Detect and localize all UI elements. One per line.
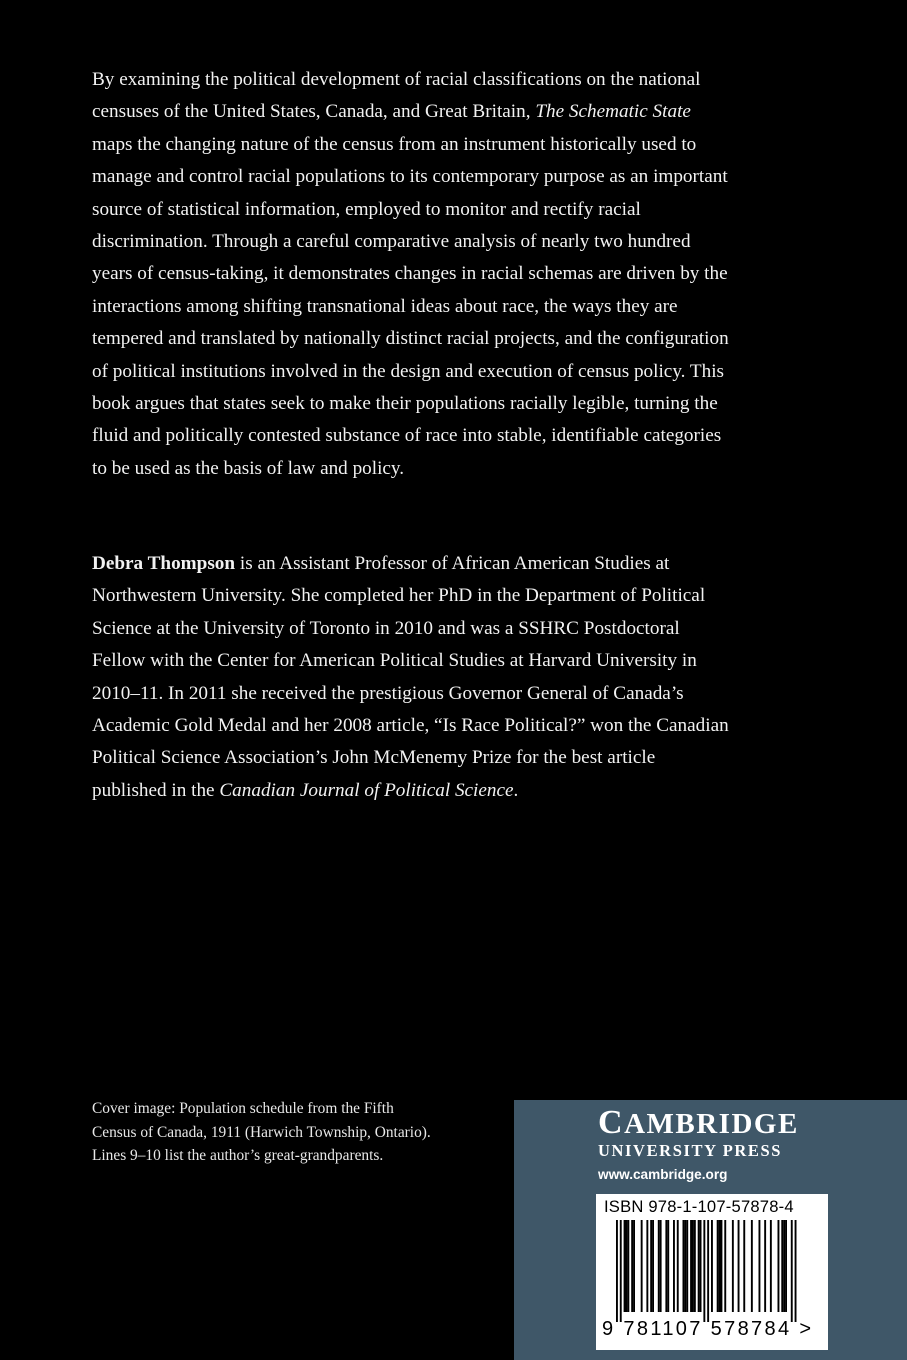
barcode-bar bbox=[781, 1220, 783, 1312]
barcode-bar bbox=[778, 1220, 780, 1312]
publisher-name-rest: AMBRIDGE bbox=[624, 1108, 799, 1140]
barcode-bar bbox=[684, 1220, 686, 1312]
barcode-bar bbox=[626, 1220, 628, 1312]
barcode-bar bbox=[703, 1220, 705, 1322]
isbn-number: ISBN 978-1-107-57878-4 bbox=[604, 1197, 794, 1216]
author-bio-text: is an Assistant Professor of African American Studies at Northwestern University. She completed her PhD in the Department of Political Science at the University of Toronto in 2010 and was a SSHRC Postdoctoral Fellow with the Center for American Political Studies at Harvard University in 2010–11. In 2011 she received the prestigious Governor General of Canada’s Academic Gold Medal and her 2008 article, “Is Race Political?” won the Canadian Political Science Association’s John McMenemy Prize for the best article published in the bbox=[92, 553, 729, 801]
barcode-bar bbox=[717, 1220, 719, 1312]
barcode-bars bbox=[602, 1220, 820, 1322]
barcode-bar bbox=[694, 1220, 696, 1312]
barcode-bar bbox=[673, 1220, 675, 1312]
barcode-bar bbox=[633, 1220, 635, 1312]
author-name: Debra Thompson bbox=[92, 553, 236, 574]
barcode-bar bbox=[690, 1220, 692, 1312]
barcode-bar bbox=[724, 1220, 726, 1312]
barcode-bar bbox=[751, 1220, 753, 1312]
barcode-bar bbox=[770, 1220, 772, 1312]
barcode-bar bbox=[719, 1220, 721, 1312]
publisher-logo-name bbox=[598, 1106, 799, 1141]
barcode-bar bbox=[791, 1220, 793, 1322]
barcode-bar bbox=[650, 1220, 652, 1312]
barcode-bar bbox=[759, 1220, 761, 1312]
barcode-bar bbox=[620, 1220, 622, 1322]
barcode-bar bbox=[683, 1220, 685, 1312]
publisher-panel bbox=[514, 1100, 907, 1360]
barcode-bar bbox=[743, 1220, 745, 1312]
book-description bbox=[92, 64, 732, 485]
barcode-bar bbox=[646, 1220, 648, 1312]
publisher-name-initial: C bbox=[598, 1104, 625, 1141]
barcode-bar bbox=[631, 1220, 633, 1312]
barcode-digits: 9 781107 578784 > bbox=[602, 1318, 814, 1340]
barcode-bar bbox=[652, 1220, 654, 1312]
barcode-label bbox=[596, 1194, 828, 1350]
barcode-bar bbox=[616, 1220, 618, 1322]
barcode-bar bbox=[783, 1220, 785, 1312]
barcode-bar bbox=[677, 1220, 679, 1312]
barcode-bar bbox=[795, 1220, 797, 1322]
bio-end: . bbox=[513, 779, 519, 801]
barcode-bar bbox=[698, 1220, 700, 1312]
book-title: The Schematic State bbox=[535, 101, 691, 123]
barcode-bar bbox=[732, 1220, 734, 1312]
barcode-bar bbox=[658, 1220, 660, 1312]
barcode-bar bbox=[641, 1220, 643, 1312]
barcode-bar bbox=[627, 1220, 629, 1312]
journal-title: Canadian Journal of Political Science bbox=[219, 779, 514, 801]
barcode-bar bbox=[624, 1220, 626, 1312]
barcode-bar bbox=[660, 1220, 662, 1312]
author-bio bbox=[92, 548, 732, 807]
description-body: maps the changing nature of the census from an instrument historically used to manage and control racial populations to its contemporary purpose as an important source of statistical information, employed to monitor and rectify racial discrimination. Through a careful comparative analysis of nearly two hundred years of census-taking, it demonstrates changes in racial schemas are driven by the interactions among shifting transnational ideas about race, the ways they are tempered and translated by nationally distinct racial projects, and the configuration of political institutions involved in the design and execution of census policy. This book argues that states seek to make their populations racially legible, turning the fluid and politically contested substance of race into stable, identifiable categories to be used as the basis of law and policy. bbox=[92, 133, 729, 479]
publisher-url[interactable]: www.cambridge.org bbox=[598, 1167, 728, 1182]
barcode-bar bbox=[665, 1220, 667, 1312]
description-intro: By examining the political development of racial classifications on the national censuses of the United States, Canada, and Great Britain, bbox=[92, 69, 701, 123]
barcode-bar bbox=[700, 1220, 702, 1312]
barcode-bar bbox=[667, 1220, 669, 1312]
publisher-subname: UNIVERSITY PRESS bbox=[598, 1141, 783, 1160]
barcode-bar bbox=[711, 1220, 713, 1312]
barcode-bar bbox=[707, 1220, 709, 1322]
cover-image-credit: Cover image: Population schedule from the Fifth Census of Canada, 1911 (Harwich Township, Ontario). Lines 9–10 list the author’s great-grandparents. bbox=[92, 1100, 431, 1165]
barcode-bar bbox=[785, 1220, 787, 1312]
barcode-bar bbox=[721, 1220, 723, 1312]
barcode-bar bbox=[692, 1220, 694, 1312]
barcode-bar bbox=[686, 1220, 688, 1312]
barcode-bar bbox=[738, 1220, 740, 1312]
barcode-bar bbox=[764, 1220, 766, 1312]
